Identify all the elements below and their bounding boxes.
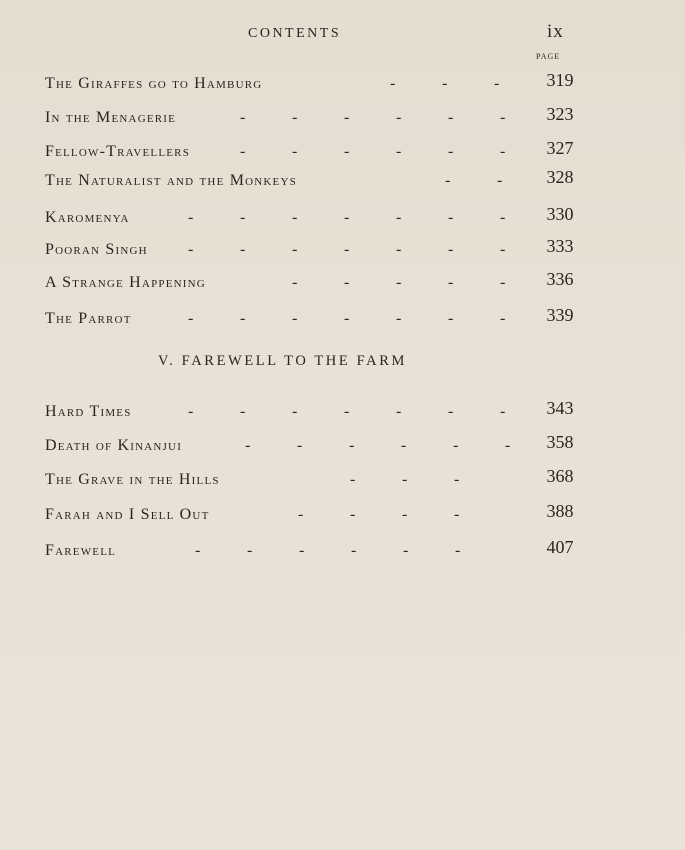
leader-dash: - xyxy=(500,274,506,291)
toc-entry xyxy=(0,167,685,198)
leader-dash: - xyxy=(292,109,298,126)
leader-dash: - xyxy=(500,310,506,327)
toc-entry-title: The Parrot xyxy=(45,310,132,327)
leader-dash: - xyxy=(344,209,350,226)
dot-leader xyxy=(0,143,520,167)
toc-entry xyxy=(0,466,685,497)
dot-leader xyxy=(0,542,520,566)
leader-dash: - xyxy=(297,437,303,454)
leader-dash: - xyxy=(344,143,350,160)
toc-entry-page: 388 xyxy=(546,501,574,521)
part-heading: V. FAREWELL TO THE FARM xyxy=(158,353,407,369)
leader-dash: - xyxy=(188,403,194,420)
page-number: ix xyxy=(547,21,564,42)
leader-dash: - xyxy=(403,542,409,559)
leader-dash: - xyxy=(454,471,460,488)
leader-dash: - xyxy=(454,506,460,523)
toc-entry-title: The Naturalist and the Monkeys xyxy=(45,172,297,189)
toc-entry-title: Hard Times xyxy=(45,403,132,420)
dot-leader xyxy=(0,437,520,461)
toc-entry-page: 323 xyxy=(546,104,574,124)
toc-entry xyxy=(0,398,685,429)
leader-dash: - xyxy=(350,506,356,523)
toc-entry-page: 358 xyxy=(546,432,574,452)
leader-dash: - xyxy=(240,403,246,420)
leader-dash: - xyxy=(344,403,350,420)
toc-entry-page: 330 xyxy=(546,204,574,224)
leader-dash: - xyxy=(396,310,402,327)
leader-dash: - xyxy=(448,143,454,160)
leader-dash: - xyxy=(448,274,454,291)
leader-dash: - xyxy=(292,209,298,226)
leader-dash: - xyxy=(240,143,246,160)
leader-dash: - xyxy=(402,506,408,523)
toc-entry-page: 336 xyxy=(546,269,574,289)
toc-entry-page: 339 xyxy=(546,305,574,325)
leader-dash: - xyxy=(500,209,506,226)
leader-dash: - xyxy=(240,310,246,327)
toc-entry-page: 343 xyxy=(546,398,574,418)
leader-dash: - xyxy=(195,542,201,559)
toc-entry xyxy=(0,236,685,267)
leader-dash: - xyxy=(505,437,511,454)
leader-dash: - xyxy=(497,172,503,189)
toc-entry xyxy=(0,269,685,300)
dot-leader xyxy=(0,506,520,530)
toc-entry-title: Death of Kinanjui xyxy=(45,437,183,454)
leader-dash: - xyxy=(500,241,506,258)
leader-dash: - xyxy=(344,310,350,327)
leader-dash: - xyxy=(292,241,298,258)
toc-entry-page: 328 xyxy=(546,167,574,187)
leader-dash: - xyxy=(390,75,396,92)
leader-dash: - xyxy=(453,437,459,454)
leader-dash: - xyxy=(500,403,506,420)
toc-entry-title: Fellow-Travellers xyxy=(45,143,191,160)
leader-dash: - xyxy=(455,542,461,559)
leader-dash: - xyxy=(448,209,454,226)
toc-entry-page: 319 xyxy=(546,70,574,90)
leader-dash: - xyxy=(500,143,506,160)
dot-leader xyxy=(0,109,520,133)
leader-dash: - xyxy=(247,542,253,559)
leader-dash: - xyxy=(245,437,251,454)
leader-dash: - xyxy=(396,143,402,160)
toc-entry-title: The Grave in the Hills xyxy=(45,471,220,488)
toc-entry-title: Farewell xyxy=(45,542,117,559)
leader-dash: - xyxy=(396,109,402,126)
leader-dash: - xyxy=(299,542,305,559)
leader-dash: - xyxy=(344,241,350,258)
toc-entry xyxy=(0,138,685,169)
leader-dash: - xyxy=(292,310,298,327)
leader-dash: - xyxy=(298,506,304,523)
leader-dash: - xyxy=(500,109,506,126)
leader-dash: - xyxy=(240,109,246,126)
toc-entry-page: 368 xyxy=(546,466,574,486)
leader-dash: - xyxy=(350,471,356,488)
leader-dash: - xyxy=(448,241,454,258)
toc-entry xyxy=(0,305,685,336)
leader-dash: - xyxy=(188,209,194,226)
toc-entry-title: A Strange Happening xyxy=(45,274,206,291)
toc-entry-page: 407 xyxy=(546,537,574,557)
dot-leader xyxy=(0,75,520,99)
dot-leader xyxy=(0,310,520,334)
leader-dash: - xyxy=(402,471,408,488)
toc-entry-title: In the Menagerie xyxy=(45,109,177,126)
toc-entry-title: Pooran Singh xyxy=(45,241,148,258)
leader-dash: - xyxy=(188,310,194,327)
toc-entry xyxy=(0,70,685,101)
toc-entry-title: Karomenya xyxy=(45,209,130,226)
leader-dash: - xyxy=(445,172,451,189)
leader-dash: - xyxy=(448,109,454,126)
leader-dash: - xyxy=(494,75,500,92)
leader-dash: - xyxy=(351,542,357,559)
toc-entry-page: 333 xyxy=(546,236,574,256)
leader-dash: - xyxy=(448,403,454,420)
leader-dash: - xyxy=(188,241,194,258)
leader-dash: - xyxy=(292,143,298,160)
leader-dash: - xyxy=(448,310,454,327)
leader-dash: - xyxy=(396,209,402,226)
leader-dash: - xyxy=(292,403,298,420)
dot-leader xyxy=(0,172,520,196)
leader-dash: - xyxy=(240,241,246,258)
dot-leader xyxy=(0,471,520,495)
leader-dash: - xyxy=(292,274,298,291)
leader-dash: - xyxy=(396,274,402,291)
toc-entry xyxy=(0,432,685,463)
leader-dash: - xyxy=(396,403,402,420)
toc-entry xyxy=(0,104,685,135)
toc-entry-page: 327 xyxy=(546,138,574,158)
leader-dash: - xyxy=(442,75,448,92)
dot-leader xyxy=(0,241,520,265)
leader-dash: - xyxy=(349,437,355,454)
dot-leader xyxy=(0,274,520,298)
dot-leader xyxy=(0,403,520,427)
leader-dash: - xyxy=(240,209,246,226)
leader-dash: - xyxy=(344,274,350,291)
leader-dash: - xyxy=(401,437,407,454)
toc-entry-title: The Giraffes go to Hamburg xyxy=(45,75,263,92)
leader-dash: - xyxy=(396,241,402,258)
dot-leader xyxy=(0,209,520,233)
leader-dash: - xyxy=(344,109,350,126)
page-column-label: PAGE xyxy=(536,52,561,61)
toc-entry xyxy=(0,204,685,235)
toc-entry xyxy=(0,501,685,532)
page-header-title: CONTENTS xyxy=(248,26,342,41)
toc-entry-title: Farah and I Sell Out xyxy=(45,506,210,523)
toc-entry xyxy=(0,537,685,568)
